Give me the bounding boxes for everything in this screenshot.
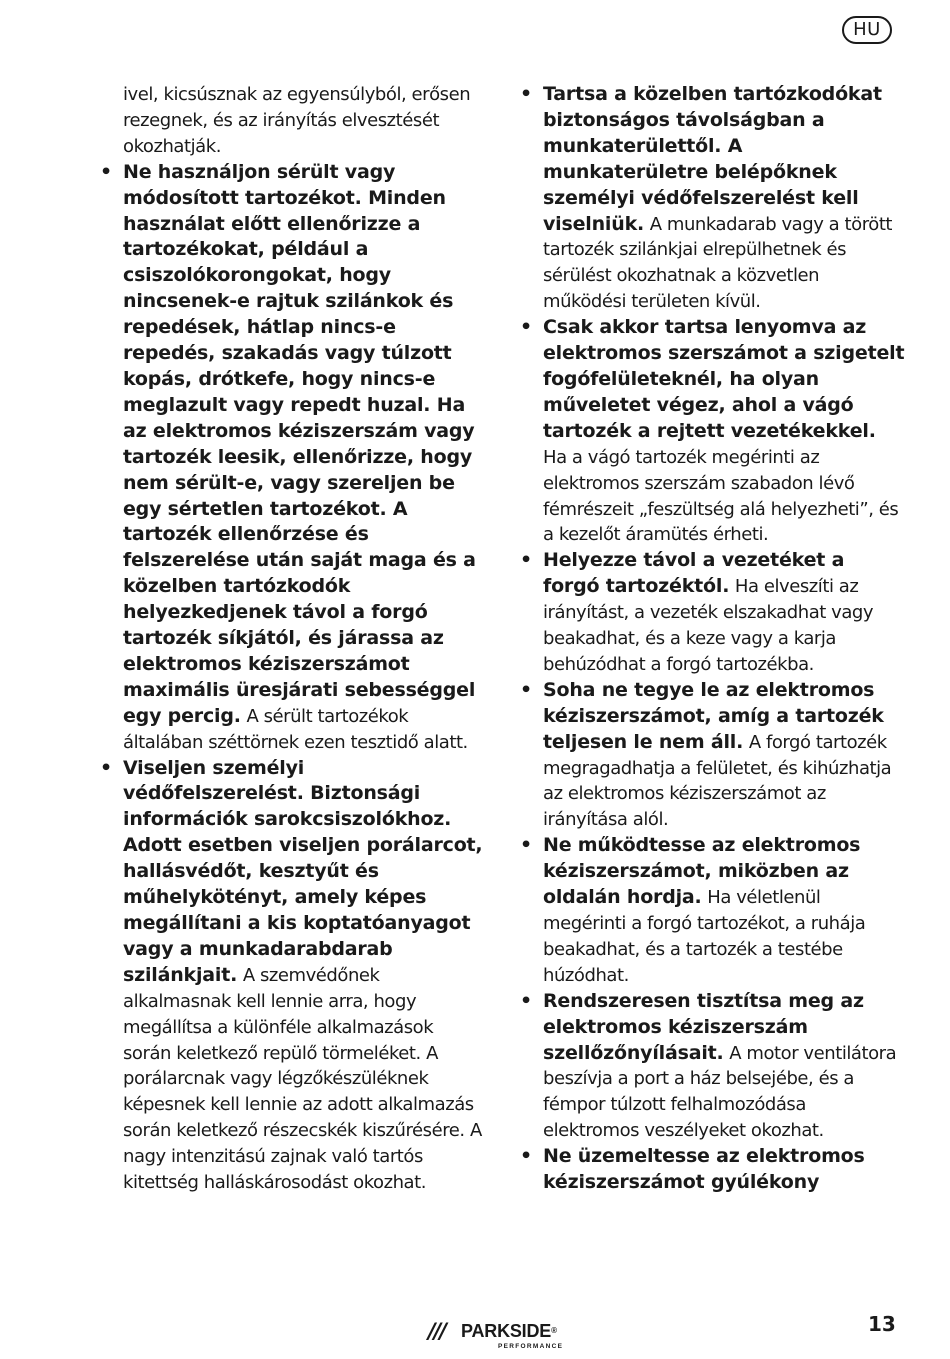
logo-subtitle: PERFORMANCE bbox=[498, 1343, 564, 1350]
safety-item-air-vents bbox=[520, 989, 905, 1144]
safety-item-explanation: A sérült tartozékok általában széttörnek ezen tesztidő alatt. bbox=[123, 705, 468, 753]
safety-item-explanation: A motor ventilátora beszívja a port a ház belsejébe, és a fémpor túlzott felhalmozódása elektromos veszélyeket okozhat. bbox=[543, 1042, 897, 1142]
safety-item-explanation: A forgó tartozék megragadhatja a felületet, és kihúzhatja az elektromos kéziszerszámot az irányítása alól. bbox=[543, 731, 892, 831]
parkside-logo bbox=[428, 1319, 588, 1355]
safety-item-lay-down bbox=[520, 678, 905, 833]
safety-item-explanation: Ha a vágó tartozék megérinti az elektromos szerszám szabadon lévő fémrészeit „feszültség alá helyezheti”, és a kezelőt áramütés érheti. bbox=[543, 446, 899, 546]
safety-item-explanation: Ha elveszíti az irányítást, a vezeték elszakadhat vagy beakadhat, és a keze vagy a karja behúzódhat a forgó tartozékba. bbox=[543, 576, 874, 675]
safety-item-warning: Ne üzemeltesse az elektromos kéziszerszámot gyúlékony bbox=[543, 1145, 865, 1194]
safety-item-warning: Helyezze távol a vezetéket a forgó tartozéktól. bbox=[543, 549, 845, 598]
safety-item-warning: Rendszeresen tisztítsa meg az elektromos kéziszerszám szellőzőnyílásait. bbox=[543, 989, 864, 1064]
safety-item-warning: Ne működtesse az elektromos kéziszerszámot, miközben az oldalán hordja. bbox=[543, 834, 861, 909]
logo-brand-text: PARKSIDE bbox=[461, 1321, 552, 1341]
language-badge: HU bbox=[842, 16, 892, 44]
safety-item-explanation: A munkadarab vagy a törött tartozék szilánkjai elrepülhetnek és sérülést okozhatnak a közvetlen működési területen kívül. bbox=[543, 213, 893, 313]
safety-item-warning: Soha ne tegye le az elektromos kéziszerszámot, amíg a tartozék teljesen le nem áll. bbox=[543, 678, 884, 753]
safety-item-damaged-accessory bbox=[100, 160, 485, 756]
continuation-paragraph bbox=[100, 82, 485, 160]
safety-item-warning: Tartsa a közelben tartózkodókat biztonságos távolságban a munkaterülettől. A munkaterületre belépőknek személyi védőfelszerelést kell viselniük. bbox=[543, 83, 882, 235]
safety-item-explanation: Ha véletlenül megérinti a forgó tartozékot, a ruhája beakadhat, és a tartozék a testébe húzódhat. bbox=[543, 887, 866, 986]
safety-item-protective-equipment bbox=[100, 756, 485, 1196]
safety-item-flammable bbox=[520, 1144, 905, 1196]
safety-item-warning: Ne használjon sérült vagy módosított tartozékot. Minden használat előtt ellenőrizze a tartozékokat, például a csiszolókorongokat, hogy nincsenek-e rajtuk szilánkok és repedések, hátlap nincs-e repedés, szakadás vagy túlzott kopás, drótkefe, hogy nincs-e meglazult vagy repedt huzal. Ha az elektromos kéziszerszám vagy tartozék leesik, ellenőrizze, hogy nem sérült-e, vagy szereljen be egy sértetlen tartozékot. A tartozék ellenőrzése és felszerelése után saját maga és a közelben tartózkodók helyezkedjenek távol a forgó tartozék síkjától, és járassa az elektromos kéziszerszámot maximális üresjárati sebességgel egy percig. bbox=[123, 160, 476, 727]
right-column bbox=[520, 82, 905, 1196]
safety-item-warning: Csak akkor tartsa lenyomva az elektromos szerszámot a szigetelt fogófelületeknél, ha olyan műveletet végez, ahol a vágó tartozék a rejtett vezetékekkel. bbox=[543, 316, 905, 442]
safety-item-bystanders bbox=[520, 82, 905, 315]
safety-item-carrying bbox=[520, 833, 905, 988]
safety-item-explanation: A szemvédőnek alkalmasnak kell lennie arra, hogy megállítsa a különféle alkalmazások során keletkező repülő törmeléket. A porálarcnak vagy légzőkészüléknek képesnek kell lennie az adott alkalmazás során keletkező részecskék kiszűrésére. A nagy intenzitású zajnak való tartós kitettség halláskárosodást okozhat. bbox=[123, 964, 482, 1194]
logo-brand bbox=[461, 1319, 557, 1343]
safety-item-insulated-grip bbox=[520, 315, 905, 548]
left-column bbox=[100, 82, 485, 1196]
safety-item-cord-clear bbox=[520, 548, 905, 678]
page-number: 13 bbox=[868, 1312, 896, 1336]
registered-mark: ® bbox=[551, 1326, 557, 1335]
safety-item-warning: Viseljen személyi védőfelszerelést. Biztonsági információk sarokcsiszolókhoz. Adott esetben viseljen porálarcot, hallásvédőt, kesztyűt és műhelykötényt, amely képes megállítani a kis koptatóanyagot vagy a munkadarabdarab szilánkjait. bbox=[123, 756, 483, 986]
continuation-text: ivel, kicsúsznak az egyensúlyból, erősen rezegnek, és az irányítás elvesztését okozhatják. bbox=[123, 84, 471, 157]
logo-slashes: /// bbox=[428, 1319, 446, 1343]
